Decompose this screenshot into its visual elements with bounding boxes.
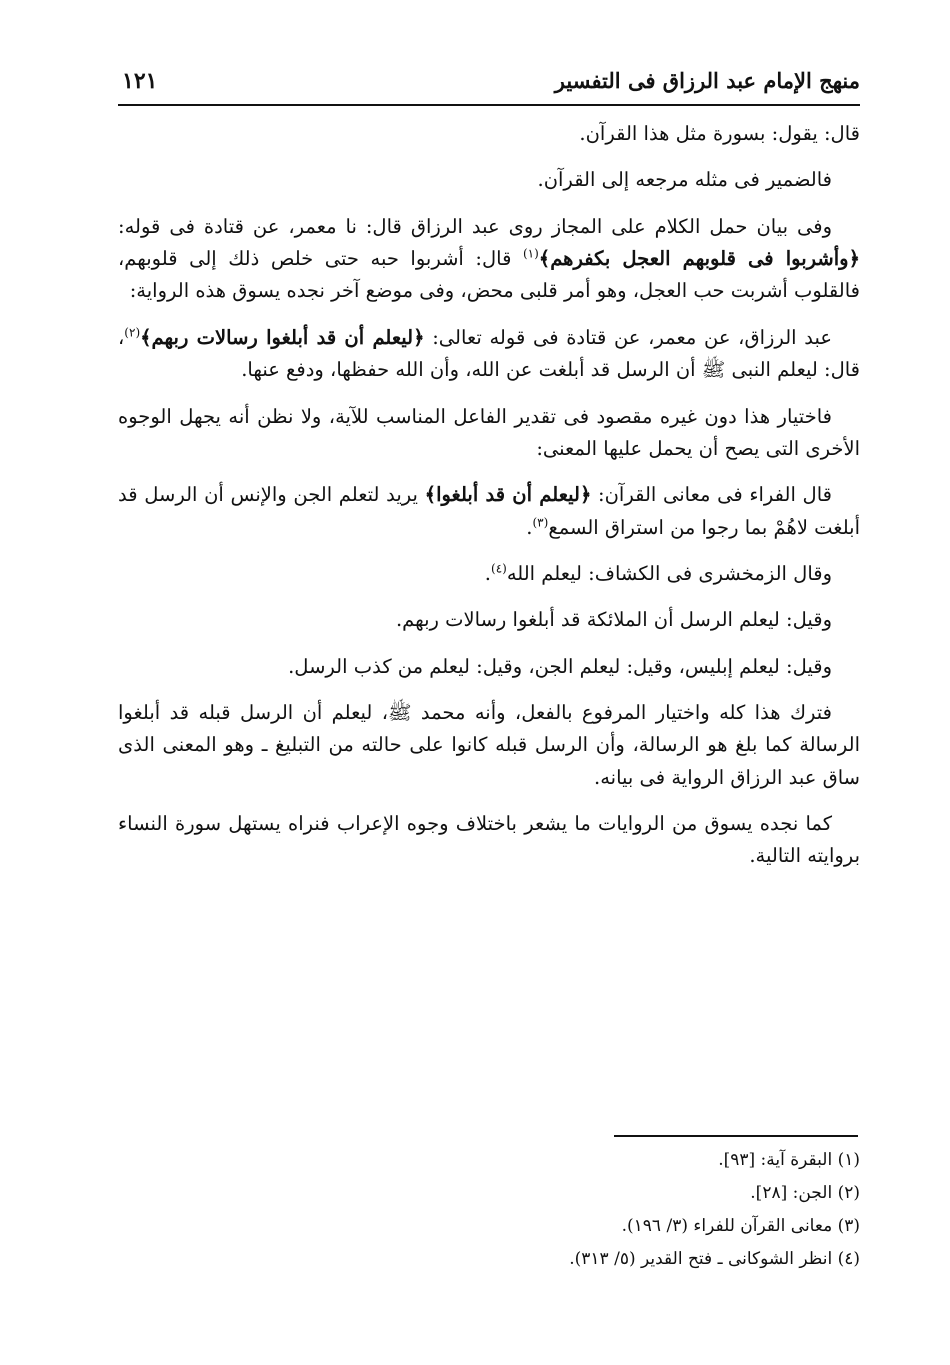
paragraph (118, 808, 860, 873)
paragraph (118, 604, 860, 636)
page-number: ١٢١ (122, 68, 158, 94)
text-run: قال الفراء فى معانى القرآن: (591, 483, 832, 507)
text-run: وقال الزمخشرى فى الكشاف: ليعلم الله (506, 561, 832, 585)
text-run: وقيل: ليعلم الرسل أن الملائكة قد أبلغوا رسالات ربهم. (395, 608, 832, 632)
paragraph (118, 651, 860, 683)
quran-verse: ﴿ليعلم أن قد أبلغوا رسالات ربهم﴾ (140, 325, 425, 349)
text-run: فترك هذا كله واختيار المرفوع بالفعل، وأنه محمد ﷺ، ليعلم أن الرسل قبله قد أبلغوا الرسالة كما بلغ هو الرسالة، وأن الرسل قبله كانوا على حالته من التبليغ ـ وهو المعنى الذى ساق عبد الرزاق الرواية فى بيانه. (118, 701, 860, 789)
footnote-separator (614, 1135, 858, 1137)
footnote: (١) البقرة آية: [٩٣]. (718, 1150, 860, 1170)
footnote: (٣) معانى القرآن للفراء (٣/ ١٩٦). (621, 1216, 860, 1237)
footnote-reference: (١) (522, 246, 539, 261)
footnote-reference: (٤) (491, 561, 507, 576)
text-run: . (526, 515, 533, 539)
text-run: كما نجده يسوق من الروايات ما يشعر باختلاف وجوه الإعراب فنراه يستهل سورة النساء بروايته التالية. (118, 812, 860, 868)
text-run: ، قال: ليعلم النبى ﷺ أن الرسل قد أبلغت عن الله، وأن الله حفظها، ودفع عنها. (118, 325, 860, 382)
paragraph (118, 118, 860, 150)
text-run: عبد الرزاق، عن معمر، عن قتادة فى قوله تعالى: (424, 325, 832, 349)
text-run: فاختيار هذا دون غيره مقصود فى تقدير الفاعل المناسب للآية، ولا نظن أنه يجهل الوجوه الأخرى التى يصح أن يحمل عليها المعنى: (118, 404, 860, 460)
paragraph (118, 322, 860, 387)
quran-verse: ﴿وأشربوا فى قلوبهم العجل بكفرهم﴾ (538, 247, 860, 271)
text-run: قال: أشربوا حبه حتى خلص ذلك إلى قلوبهم، فالقلوب أشربت حب العجل، وهو أمر قلبى محض، وفى موضع آخر نجده يسوق هذه الرواية: (118, 247, 860, 303)
paragraph (118, 164, 860, 196)
body-text (118, 118, 860, 887)
footnote-reference: (٢) (124, 325, 141, 340)
text-run: يريد لتعلم الجن والإنس أن الرسل قد أبلغت لاهُمْ بما رجوا من استراق السمع (118, 483, 860, 539)
text-run: قال: يقول: بسورة مثل هذا القرآن. (579, 122, 860, 145)
paragraph (118, 211, 860, 308)
text-run: وقيل: ليعلم إبليس، وقيل: ليعلم الجن، وقيل: ليعلم من كذب الرسل. (288, 654, 832, 678)
quran-verse: ﴿ليعلم أن قد أبلغوا﴾ (424, 483, 592, 507)
page-header (118, 58, 860, 106)
text-run: . (484, 561, 491, 585)
paragraph (118, 697, 860, 794)
footnote-reference: (٣) (532, 515, 549, 530)
text-run: وفى بيان حمل الكلام على المجاز روى عبد الرزاق قال: نا معمر، عن قتادة فى قوله: (118, 214, 832, 238)
paragraph (118, 479, 860, 544)
footnote: (٢) الجن: [٢٨]. (750, 1183, 860, 1204)
paragraph (118, 401, 860, 466)
footnotes (118, 1144, 860, 1277)
paragraph (118, 558, 860, 590)
text-run: فالضمير فى مثله مرجعه إلى القرآن. (537, 168, 832, 192)
running-title: منهج الإمام عبد الرزاق فى التفسير (554, 68, 860, 93)
footnote: (٤) انظر الشوكانى ـ فتح القدير (٥/ ٣١٣). (569, 1249, 860, 1270)
